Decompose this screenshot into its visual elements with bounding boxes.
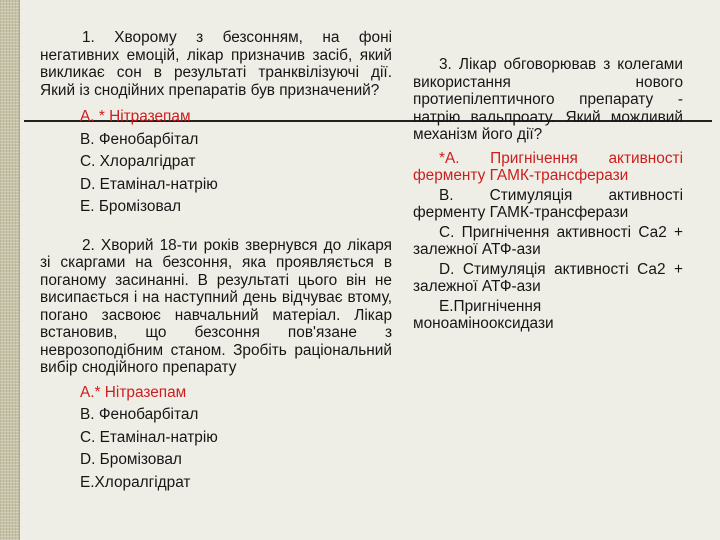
question-1-text: 1. Хворому з безсонням, на фоні негативних емоцій, лікар призначив засіб, який викликає сон в результаті транквілізуючі дії. Який із снодійних препаратів був призначений? (40, 29, 392, 99)
slide-sidebar-decoration (0, 0, 20, 540)
right-column (413, 56, 683, 333)
q3-option-c: С. Пригнічення активності Са2 + залежної АТФ-ази (413, 223, 683, 258)
q1-option-d: D. Етамінал-натрію (80, 175, 218, 193)
q3-option-d: D. Стимуляція активності Са2 + залежної АТФ-ази (413, 260, 683, 295)
q3-option-b: В. Стимуляція активності ферменту ГАМК-трансферази (413, 186, 683, 221)
q3-option-e: Е.Пригнічення моноамінооксидази (413, 297, 554, 332)
q3-option-a: *А. Пригнічення активності ферменту ГАМК-трансферази (413, 149, 683, 184)
q2-option-d: D. Бромізовал (80, 451, 182, 468)
q1-option-c: С. Хлоралгідрат (80, 153, 196, 170)
q1-option-b: В. Фенобарбітал (80, 130, 199, 148)
question-2-text: 2. Хворий 18-ти років звернувся до лікаря зі скаргами на безсоння, яка проявляється в поганому засинанні. В результаті цього він не висипається і на наступний день відчуває втому, погано засвоює навчальний матеріал. Лікар встановив, що безсоння пов'язане з неврозоподібним станом. Зробіть раціональний вибір снодійного препарату (40, 236, 392, 376)
left-column (40, 29, 392, 494)
q2-option-e: Е.Хлоралгідрат (80, 473, 191, 491)
q1-option-a: А. * Нітразепам (80, 108, 191, 125)
question-3-text: 3. Лікар обговорював з колегами використання нового протиепілептичного препарату - натрію вальпроату. Який можливий механізм його дії? (413, 56, 683, 143)
q2-option-c: С. Етамінал-натрію (80, 428, 218, 446)
q2-option-a: А.* Нітразепам (80, 383, 187, 401)
q2-option-b: В. Фенобарбітал (80, 406, 199, 423)
question-1-options (40, 106, 392, 219)
question-2-options (40, 382, 392, 495)
q1-option-e: Е. Бромізовал (80, 198, 182, 215)
